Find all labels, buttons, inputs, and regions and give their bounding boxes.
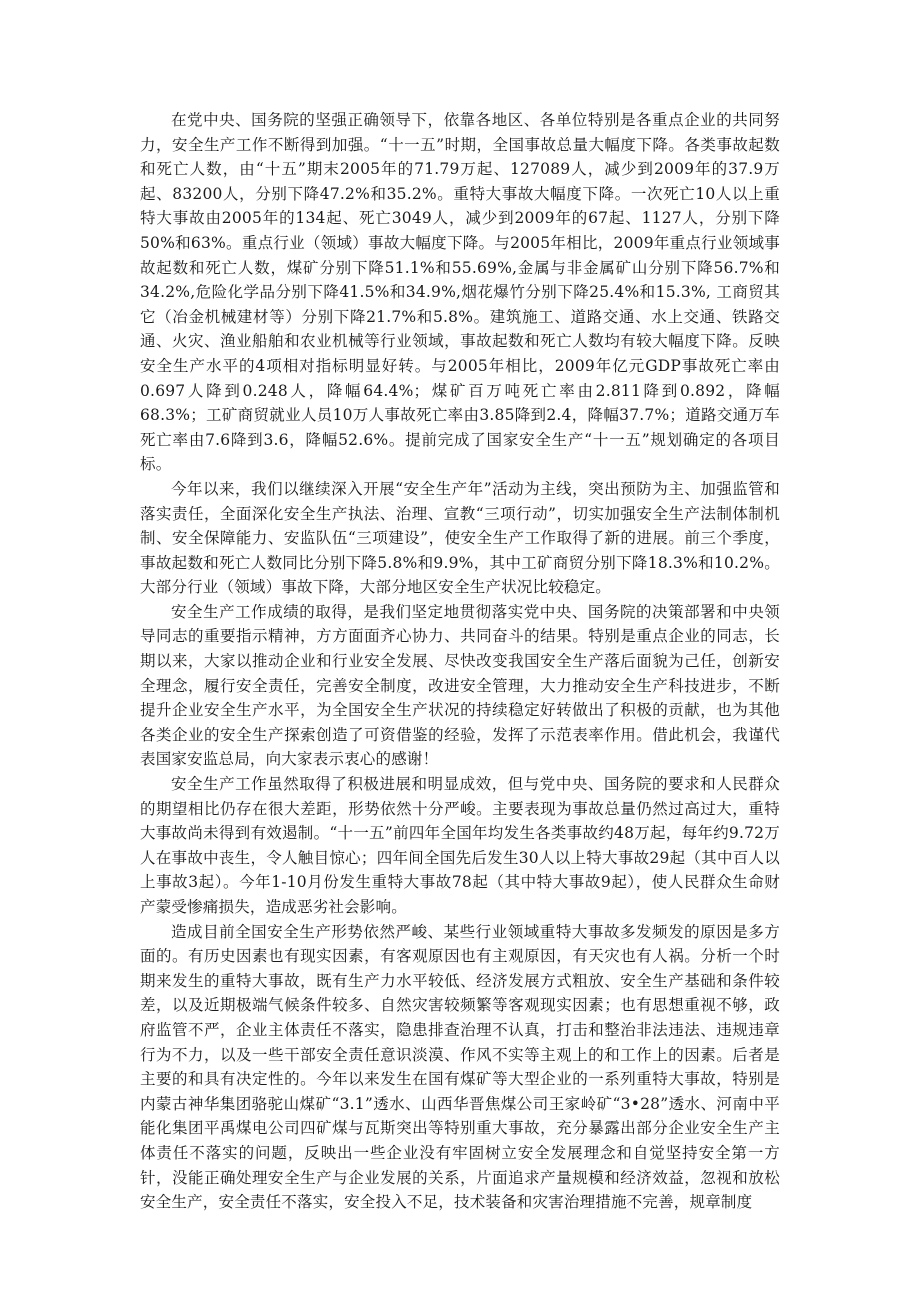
paragraph-this-year: 今年以来，我们以继续深入开展“安全生产年”活动为主线，突出预防为主、加强监管和落实责任，全面深化安全生产执法、治理、宣教“三项行动”，切实加强安全生产法制体制机制、安全保障能力、安监队伍“三项建设”，使安全生产工作取得了新的进展。前三个季度，事故起数和死亡人数同比分别下降5.8%和9.9%，其中工矿商贸分别下降18.3%和10.2%。大部分行业（领域）事故下降，大部分地区安全生产状况比较稳定。 — [140, 479, 780, 597]
paragraph-causes: 造成目前全国安全生产形势依然严峻、某些行业领域重特大事故多发频发的原因是多方面的。有历史因素也有现实因素，有客观原因也有主观原因，有天灾也有人祸。分析一个时期来发生的重特大事故，既有生产力水平较低、经济发展方式粗放、安全生产基础和条件较差，以及近期极端气候条件较多、自然灾害较频繁等客观现实因素；也有思想重视不够，政府监管不严，企业主体责任不落实，隐患排查治理不认真，打击和整治非法违法、违规违章行为不力，以及一些干部安全责任意识淡漠、作风不实等主观上的和工作上的因素。后者是主要的和具有决定性的。今年以来发生在国有煤矿等大型企业的一系列重特大事故，特别是内蒙古神华集团骆驼山煤矿“3.1”透水、山西华晋焦煤公司王家岭矿“3•28”透水、河南中平能化集团平禹煤电公司四矿煤与瓦斯突出等特别重大事故，充分暴露出部分企业安全生产主体责任不落实的问题，反映出一些企业没有牢固树立安全发展理念和自觉坚持安全第一方针，没能正确处理安全生产与企业发展的关系，片面追求产量规模和经济效益，忽视和放松安全生产，安全责任不落实，安全投入不足，技术装备和灾害治理措施不完善，规章制度 — [140, 922, 780, 1212]
paragraph-achievements: 在党中央、国务院的坚强正确领导下，依靠各地区、各单位特别是各重点企业的共同努力，安全生产工作不断得到加强。“十一五”时期，全国事故总量大幅度下降。各类事故起数和死亡人数，由“十五”期末2005年的71.79万起、127089人，减少到2009年的37.9万起、83200人，分别下降47.2%和35.2%。重特大事故大幅度下降。一次死亡10人以上重特大事故由2005年的134起、死亡3049人，减少到2009年的67起、1127人，分别下降50%和63%。重点行业（领域）事故大幅度下降。与2005年相比，2009年重点行业领域事故起数和死亡人数，煤矿分别下降51.1%和55.69%,金属与非金属矿山分别下降56.7%和34.2%,危险化学品分别下降41.5%和34.9%,烟花爆竹分别下降25.4%和15.3%, 工商贸其它（冶金机械建材等）分别下降21.7%和5.8%。建筑施工、道路交通、水上交通、铁路交通、火灾、渔业船舶和农业机械等行业领域，事故起数和死亡人数均有较大幅度下降。反映安全生产水平的4项相对指标明显好转。与2005年相比，2009年亿元GDP事故死亡率由0.697人降到0.248人，降幅64.4%；煤矿百万吨死亡率由2.811降到0.892，降幅68.3%；工矿商贸就业人员10万人事故死亡率由3.85降到2.4，降幅37.7%；道路交通万车死亡率由7.6降到3.6，降幅52.6%。提前完成了国家安全生产“十一五”规划确定的各项目标。 — [140, 111, 780, 474]
paragraph-thanks: 安全生产工作成绩的取得，是我们坚定地贯彻落实党中央、国务院的决策部署和中央领导同志的重要指示精神，方方面面齐心协力、共同奋斗的结果。特别是重点企业的同志，长期以来，大家以推动企业和行业安全发展、尽快改变我国安全生产落后面貌为己任，创新安全理念，履行安全责任，完善安全制度，改进安全管理，大力推动安全生产科技进步，不断提升企业安全生产水平，为全国安全生产状况的持续稳定好转做出了积极的贡献，也为其他各类企业的安全生产探索创造了可资借鉴的经验，发挥了示范表率作用。借此机会，我谨代表国家安监总局，向大家表示衷心的感谢！ — [140, 602, 780, 769]
paragraph-gaps: 安全生产工作虽然取得了积极进展和明显成效，但与党中央、国务院的要求和人民群众的期望相比仍存在很大差距，形势依然十分严峻。主要表现为事故总量仍然过高过大，重特大事故尚未得到有效遏制。“十一五”前四年全国年均发生各类事故约48万起，每年约9.72万人在事故中丧生，令人触目惊心；四年间全国先后发生30人以上特大事故29起（其中百人以上事故3起）。今年1-10月份发生重特大事故78起（其中特大事故9起），使人民群众生命财产蒙受惨痛损失，造成恶劣社会影响。 — [140, 775, 780, 916]
document-body — [140, 108, 780, 1215]
